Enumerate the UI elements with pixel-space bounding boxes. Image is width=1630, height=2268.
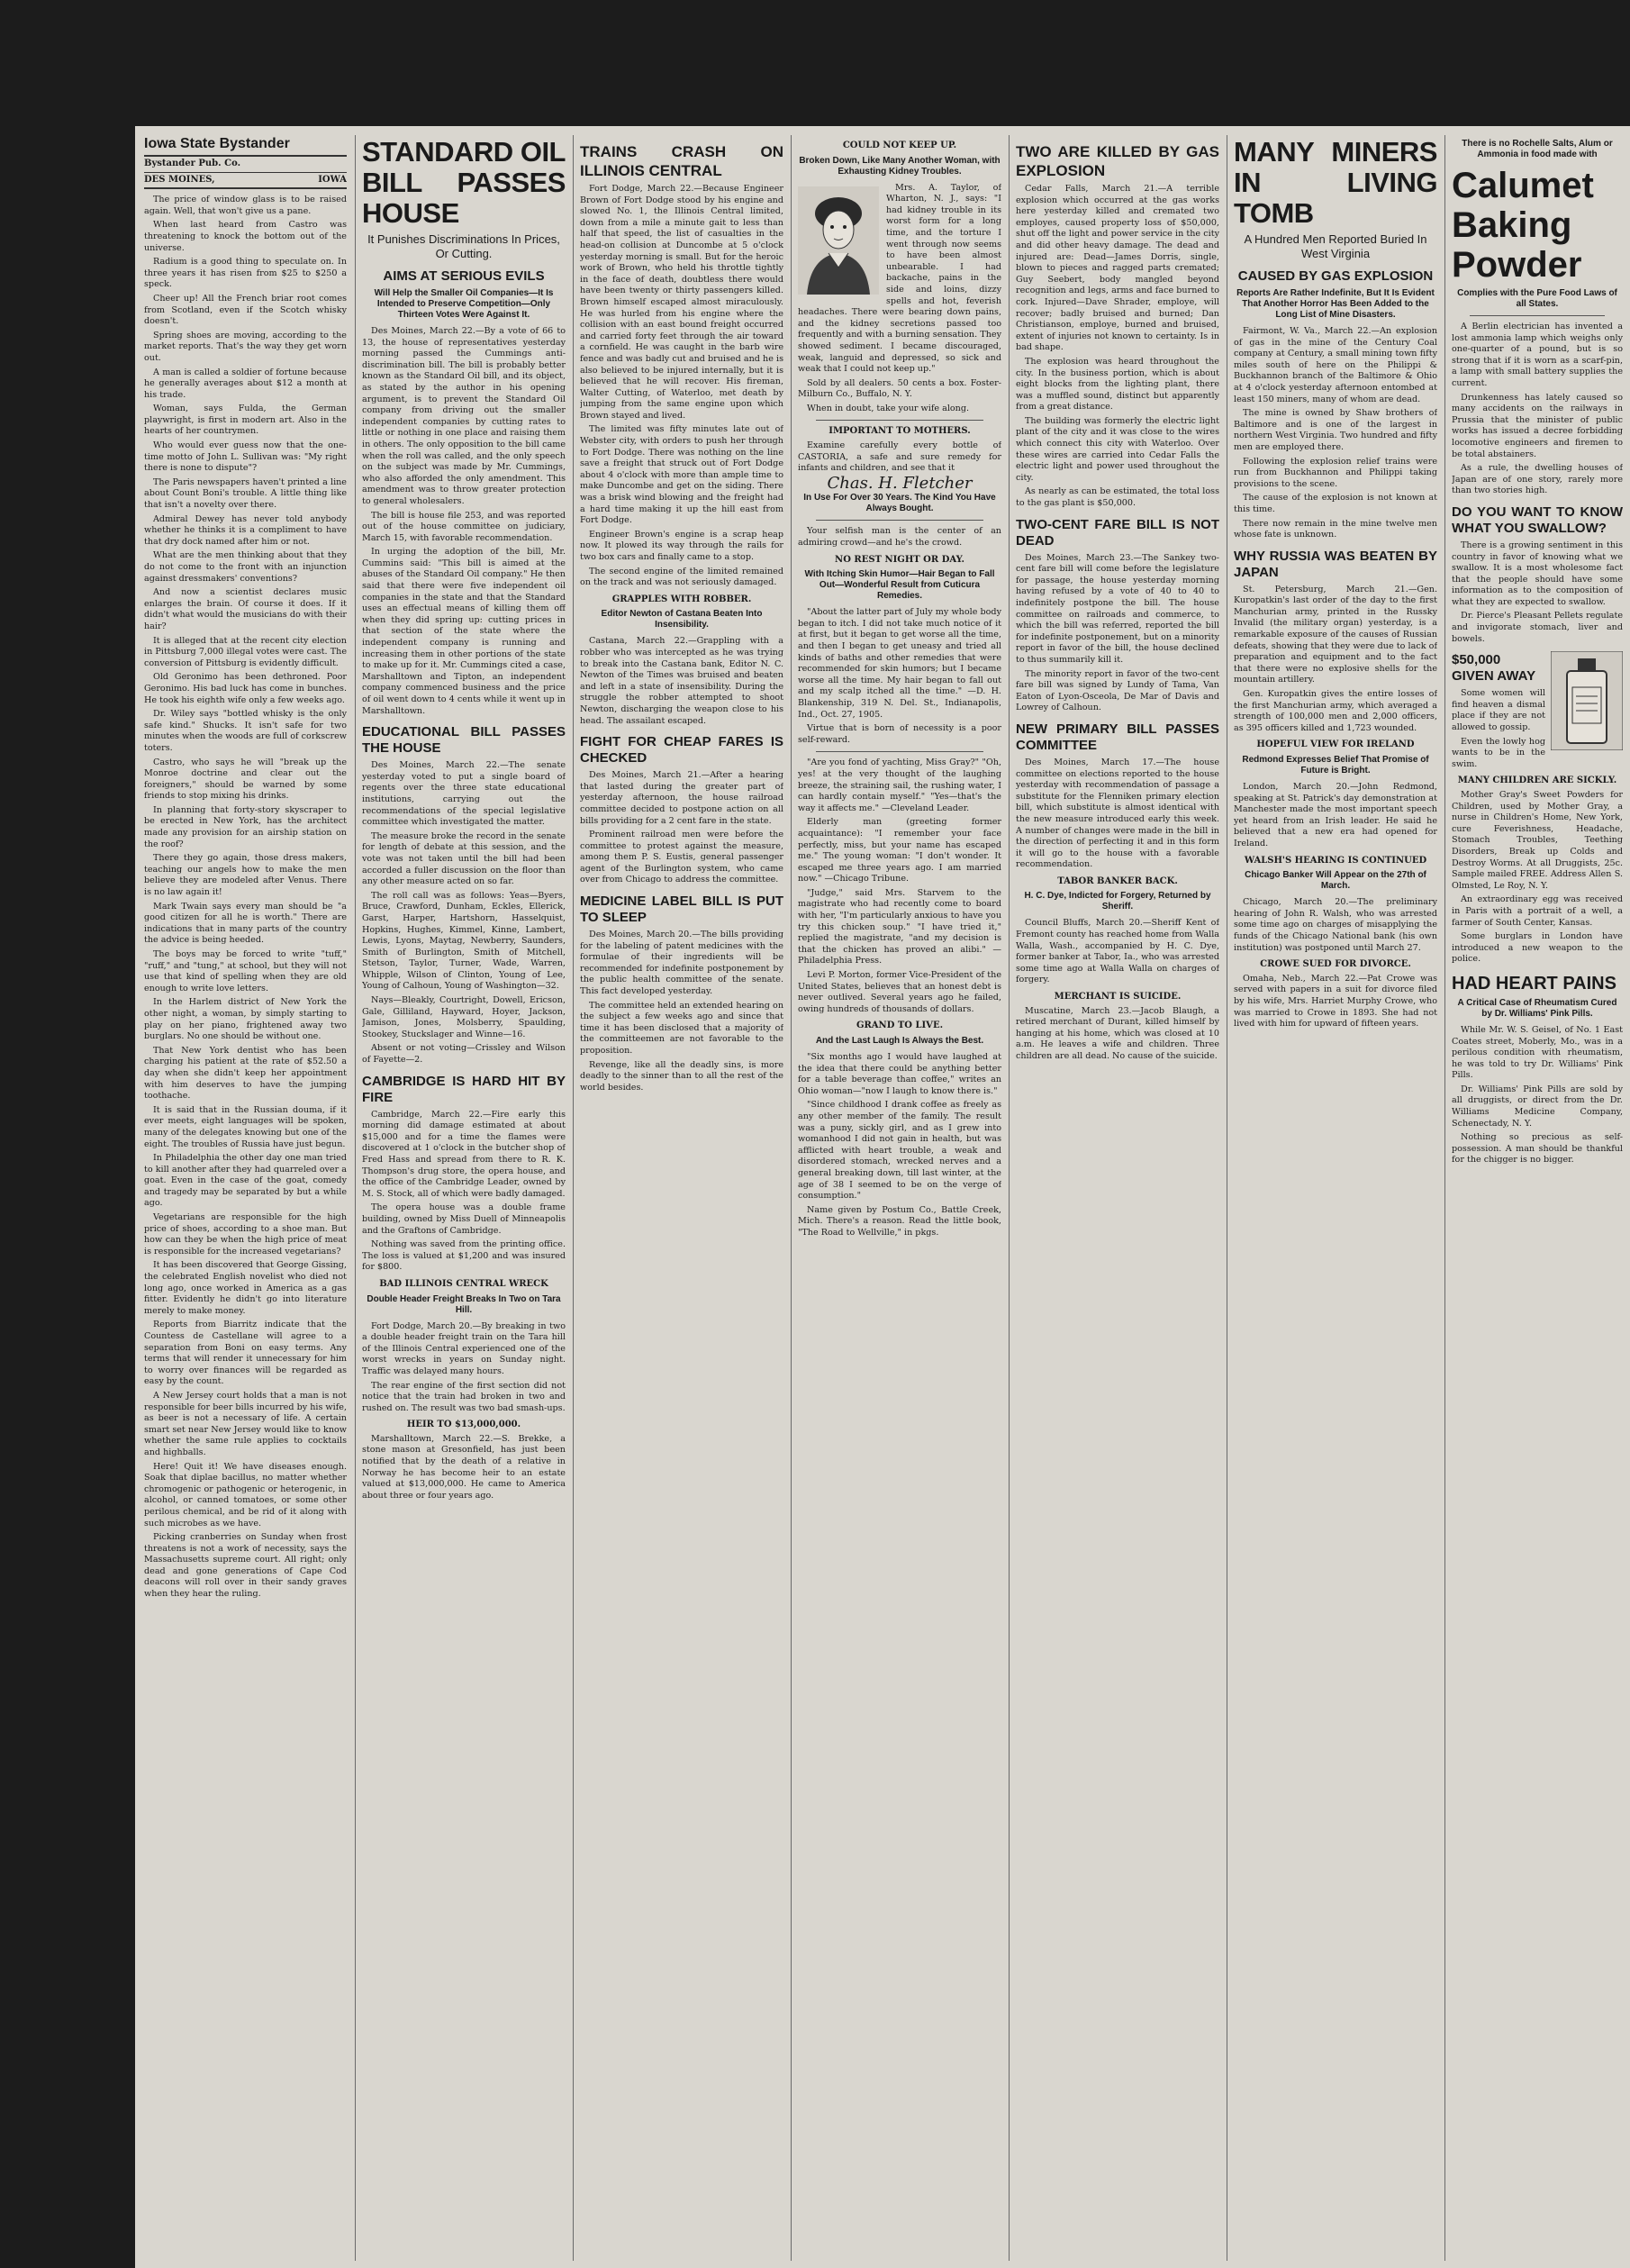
column-rule xyxy=(791,135,792,2261)
paragraph: The cause of the explosion is not known at this time. xyxy=(1234,493,1437,514)
article-body xyxy=(362,1434,566,1502)
divider xyxy=(1470,315,1605,316)
article-body xyxy=(1452,540,1623,645)
headline-cheap-fares: FIGHT FOR CHEAP FARES IS CHECKED xyxy=(580,734,783,767)
headline-standard-oil: STANDARD OIL BILL PASSES HOUSE xyxy=(362,136,566,229)
medicine-bottle-illustration xyxy=(1551,651,1623,750)
paragraph: Castro, who says he will "break up the Monroe doctrine and clear out the foreigners," should be warned by some friends to stop mixing his drinks. xyxy=(144,757,347,802)
paragraph: The committee held an extended hearing on the subject a few weeks ago and since that time it has been disclosed that a majority of the committeemen are not favorable to the proposition. xyxy=(580,1000,783,1056)
article-body xyxy=(580,930,783,1093)
article-body xyxy=(798,607,1001,746)
paragraph: Chicago, March 20.—The preliminary hearing of John R. Walsh, who was arrested some time ago on charges of misapplying the funds of the Chicago National bank (his own institution) was postponed until March 27. xyxy=(1234,897,1437,953)
paragraph: Des Moines, March 23.—The Sankey two-cent fare bill will come before the legislature for passage, the house yesterday morning having refused by a vote of 40 to 40 to indefinitely postpone the bill. The house committee on railroads and commerce, to which the bill was referred, reported the bill for indefinite postponement, but on a minority report in favor of the bill, the house declined to thus summarily kill it. xyxy=(1016,552,1219,665)
paragraph-list xyxy=(144,195,347,1600)
paragraph: Sold by all dealers. 50 cents a box. Foster-Milburn Co., Buffalo, N. Y. xyxy=(798,377,1001,400)
article-body xyxy=(798,758,1001,1015)
deck-summary: Reports Are Rather Indefinite, But It Is Evident That Another Horror Has Been Added to the Long List of Mine Disasters. xyxy=(1236,288,1435,320)
subhead-deck: Redmond Expresses Belief That Promise of Future is Bright. xyxy=(1242,755,1429,776)
article-body xyxy=(362,1110,566,1274)
paragraph: The rear engine of the first section did not notice that the train had broken in two and rushed on. The result was two bad smash-ups. xyxy=(362,1380,566,1413)
article-body xyxy=(1452,322,1623,497)
ad-subline: Complies with the Pure Food Laws of all States. xyxy=(1457,288,1617,309)
headline-what-you-swallow: DO YOU WANT TO KNOW WHAT YOU SWALLOW? xyxy=(1452,503,1623,536)
article-body xyxy=(362,760,566,1066)
paragraph: Omaha, Neb., March 22.—Pat Crowe was served with papers in a suit for divorce filed by his wife, Mrs. Harriet Murphy Crowe, who was married to Crowe in 1893. She had not lived with him for upward of fifteen years. xyxy=(1234,973,1437,1030)
subhead-deck: And the Last Laugh Is Always the Best. xyxy=(815,1036,984,1046)
paragraph: That New York dentist who has been charging his patient at the rate of $52.50 a day when she didn't keep her appointment with him deserves to have the jumping toothache. xyxy=(144,1045,347,1102)
paragraph: As nearly as can be estimated, the total loss to the gas plant is $50,000. xyxy=(1016,486,1219,509)
calumet-ad-headline: Calumet Baking Powder xyxy=(1452,166,1594,285)
paragraph: The minority report in favor of the two-cent fare bill was signed by Lundy of Tama, Van Eaton of Lyon-Osceola, De Mar of Davis and Lowrey of Calhoun. xyxy=(1016,668,1219,713)
paragraph: St. Petersburg, March 21.—Gen. Kuropatkin's last order of the day to the first Manchurian army, printed in the Russky Invalid (the military organ) yesterday, is a remarkable exposure of the causes of Russian defeats, showing that they were due to lack of preparation and equipment and to the fact that there were no explosive shells for the mountain artillery. xyxy=(1234,584,1437,685)
paragraph: Fairmont, W. Va., March 22.—An explosion of gas in the mine of the Century Coal company at Century, a small mining town fifty miles south of here on the Philippi & Buckhannon branch of the Baltimore & Ohio at 4 o'clock yesterday afternoon entombed at least 150 miners, many of whom are dead. xyxy=(1234,326,1437,404)
paragraph: Some women will find heaven a dismal place if they are not allowed to gossip. xyxy=(1452,688,1545,733)
paragraph: Des Moines, March 17.—The house committee on elections reported to the house yesterday with recommendation of passage a substitute for the Flenniken primary election bill, which substitute is almost identical with the new measure introduced early this week. A number of changes were made in the bill in the direction of perfecting it and in this form it will go to the house with a favorable recommendation. xyxy=(1016,757,1219,870)
paragraph: Old Geronimo has been dethroned. Poor Geronimo. His bad luck has come in bunches. He took his eighth wife only a few weeks ago. xyxy=(144,672,347,705)
offer-headline: $50,000 GIVEN AWAY xyxy=(1452,652,1536,685)
paragraph: The second engine of the limited remained on the track and was not seriously damaged. xyxy=(580,566,783,588)
article-body xyxy=(580,184,783,589)
deck: It Punishes Discriminations In Prices, Or Cutting. xyxy=(367,232,560,260)
paragraph: While Mr. W. S. Geisel, of No. 1 East Coates street, Moberly, Mo., was in a perilous condition with rheumatism, he was told to try Dr. Williams' Pink Pills. xyxy=(1452,1024,1623,1081)
paragraph: Some burglars in London have introduced a new weapon to the police. xyxy=(1452,931,1623,965)
paragraph: Following the explosion relief trains were run from Buckhannon and Philippi taking provisions to the scene. xyxy=(1234,456,1437,489)
paragraph: The building was formerly the electric light plant of the city and it was close to the wires which connect this city with Waterloo. Over these wires are carried into Cedar Falls the electric light and power used throughout the city. xyxy=(1016,415,1219,483)
headline-trains-crash: TRAINS CRASH ON ILLINOIS CENTRAL xyxy=(580,143,783,179)
column-rule xyxy=(355,135,356,2261)
divider xyxy=(816,751,983,752)
subhead-deck: Broken Down, Like Many Another Woman, with Exhausting Kidney Troubles. xyxy=(799,155,1001,177)
paragraph: Dr. Wiley says "bottled whisky is the only safe kind." Shucks. It isn't safe for two minutes when the woods are full of corkscrew toters. xyxy=(144,709,347,753)
paragraph: The bill is house file 253, and was reported out of the house committee on judiciary, March 15, with favorable recommendation. xyxy=(362,510,566,543)
paragraph: Nothing so precious as self-possession. A man should be thankful for the chigger is no bigger. xyxy=(1452,1132,1623,1166)
headline-two-cent-fare: TWO-CENT FARE BILL IS NOT DEAD xyxy=(1016,516,1219,549)
paragraph: Nothing was saved from the printing office. The loss is valued at $1,200 and was insured for $800. xyxy=(362,1239,566,1273)
article-body xyxy=(1234,974,1437,1030)
subhead-deck: Chicago Banker Will Appear on the 27th of March. xyxy=(1245,870,1426,892)
paragraph: Cheer up! All the French briar root comes from Scotland, even if the Scotch whisky doesn't. xyxy=(144,293,347,327)
paragraph: "Since childhood I drank coffee as freely as any other member of the family. The result was a puny, sickly girl, and as I grew into womanhood I did not gain in health, but was afflicted with heart trouble, a weak and disordered stomach, wrecked nerves and a general breaking down, till last winter, at the age of 38 I seemed to be on the verge of consumption." xyxy=(798,1100,1001,1202)
subhead: MANY CHILDREN ARE SICKLY. xyxy=(1457,776,1617,786)
subhead: HEIR TO $13,000,000. xyxy=(406,1420,521,1430)
headline-many-miners: MANY MINERS IN LIVING TOMB xyxy=(1234,136,1437,229)
paragraph: Even the lowly hog wants to be in the swim. xyxy=(1452,736,1545,769)
masthead-publisher: Bystander Pub. Co. xyxy=(144,159,241,168)
paragraph: When in doubt, take your wife along. xyxy=(807,403,970,413)
article-body xyxy=(1234,326,1437,541)
deck-secondary: AIMS AT SERIOUS EVILS xyxy=(383,268,545,284)
column-7 xyxy=(1452,135,1623,2261)
article-body xyxy=(580,636,783,727)
paragraph: Des Moines, March 22.—By a vote of 66 to 13, the house of representatives yesterday morning passed the Cummings anti-discrimination bill. The bill is probably better known as the Standard Oil bill, and its object, as stated by the author in his opening argument, is to prevent the Standard Oil company from driving out the smaller independent companies by cutting rates to little or nothing in one place and raising them in others. The only opposition to the bill came when the roll was called, and the only speech on the subject was made by Mr. Cummings, who also afforded the only amendment. This amendment was to throw greater protection to general wholesalers. xyxy=(362,326,566,506)
paragraph: Council Bluffs, March 20.—Sheriff Kent of Fremont county has reached home from Walla Walla, Wash., accompanied by H. C. Dye, former banker at Tabor, Ia., who was arrested some time ago at Walla Walla on charges of forgery. xyxy=(1016,918,1219,985)
paragraph: Woman, says Fulda, the German playwright, is first in modern art. Also in the hearts of her countrymen. xyxy=(144,404,347,437)
paragraph: Cambridge, March 22.—Fire early this morning did damage estimated at about $15,000 and for a time the flames were discovered at 1 o'clock in the butcher shop of Fred Hass and spread from there to R. K. Thompson's drug store, the opera house, and the office of the Cambridge Leader, owned by M. S. Stock, all of which were badly damaged. xyxy=(362,1109,566,1199)
paragraph: It has been discovered that George Gissing, the celebrated English novelist who died not long ago, once worked in America as a gas fitter. Evidently he didn't go into literature merely to make money. xyxy=(144,1260,347,1316)
headline-primary-bill: NEW PRIMARY BILL PASSES COMMITTEE xyxy=(1016,721,1219,753)
column-1 xyxy=(144,135,347,2261)
paragraph: There now remain in the mine twelve men whose fate is unknown. xyxy=(1234,518,1437,540)
headline-russia-beaten: WHY RUSSIA WAS BEATEN BY JAPAN xyxy=(1234,548,1437,580)
column-rule xyxy=(1444,135,1445,2261)
subhead: TABOR BANKER BACK. xyxy=(1057,875,1178,886)
article-body xyxy=(798,526,1001,549)
paragraph: Radium is a good thing to speculate on. In three years it has risen from $25 to $250 a speck. xyxy=(144,257,347,290)
paragraph: Reports from Biarritz indicate that the Countess de Castellane will agree to a separation from Boni on easy terms. Any terms that will render it unnecessary for him to worry over finances will be regarded as easy by the count. xyxy=(144,1320,347,1387)
column-6 xyxy=(1234,135,1437,2261)
paragraph: Mother Gray's Sweet Powders for Children, used by Mother Gray, a nurse in Children's Home, New York, cure Feverishness, Headache, Stomach Troubles, Teething Disorders, Break up Colds and Destroy Worms. At all Druggists, 25c. Sample mailed FREE. Address Allen S. Olmsted, Le Roy, N. Y. xyxy=(1452,790,1623,891)
article-body xyxy=(1016,184,1219,510)
article-body xyxy=(1452,1025,1623,1166)
ad-text: Examine carefully every bottle of CASTORIA, a safe and sure remedy for infants and children, and see that it xyxy=(798,440,1001,474)
paragraph: It is alleged that at the recent city election in Pittsburg 7,000 illegal votes were cast. The conversion of Pittsburg is evidently difficult. xyxy=(144,635,347,668)
paragraph: Nays—Bleakly, Courtright, Dowell, Ericson, Gale, Gilliland, Hayward, Hoyer, Jackson, Jamison, Jones, Molsberry, Spaulding, Stookey, Stuckslager and Winne—16. xyxy=(362,995,566,1039)
paragraph: Vegetarians are responsible for the high price of shoes, according to a shoe man. But how can they be when the high price of meat is responsible for the increased vegetarians? xyxy=(144,1212,347,1256)
paragraph: Engineer Brown's engine is a scrap heap now. It plowed its way through the rails for two box cars and finally came to a stop. xyxy=(580,529,783,562)
woman-portrait-illustration xyxy=(798,186,879,295)
paragraph: In the Harlem district of New York the other night, a woman, by simply starting to play on her piano, frightened away two burglars. No one should be without one. xyxy=(144,997,347,1042)
paragraph: When last heard from Castro was threatening to knock the bottom out of the universe. xyxy=(144,220,347,253)
paragraph: Who would ever guess now that the one-time motto of John L. Sullivan was: "My right there is none to dispute"? xyxy=(144,440,347,474)
article-body xyxy=(1234,897,1437,954)
subhead: MERCHANT IS SUICIDE. xyxy=(1054,992,1182,1002)
paragraph: Castana, March 22.—Grappling with a robber who was intercepted as he was trying to break into the Castana bank, Editor N. C. Newton of the Times was bruised and beaten and left in a state of insensibility. During the struggle the robber attempted to shoot Newton, discharging the weapon close to his head. The assailant escaped. xyxy=(580,636,783,726)
article-body xyxy=(798,1052,1001,1239)
deck: A Hundred Men Reported Buried In West Virginia xyxy=(1244,232,1427,260)
paragraph: The opera house was a double frame building, owned by Miss Duell of Minneapolis and the Graftons of Cambridge. xyxy=(362,1202,566,1236)
headline-heart-pains: HAD HEART PAINS xyxy=(1452,973,1616,993)
subhead-deck: A Critical Case of Rheumatism Cured by Dr. Williams' Pink Pills. xyxy=(1457,997,1617,1019)
paragraph: Virtue that is born of necessity is a poor self-reward. xyxy=(798,723,1001,745)
article-body xyxy=(1452,790,1623,966)
headline-medicine-label: MEDICINE LABEL BILL IS PUT TO SLEEP xyxy=(580,894,783,926)
subhead: BAD ILLINOIS CENTRAL WRECK xyxy=(379,1278,548,1289)
subhead-deck: H. C. Dye, Indicted for Forgery, Returned by Sheriff. xyxy=(1024,891,1211,912)
paragraph: Your selfish man is the center of an admiring crowd—and he's the crowd. xyxy=(798,526,1001,549)
article-body xyxy=(580,770,783,886)
ad-footer: In Use For Over 30 Years. The Kind You Have Always Bought. xyxy=(803,493,996,514)
paragraph: Levi P. Morton, former Vice-President of the United States, believes that an honest debt is never outlived. Several years ago he failed, owing hundreds of thousands of dollars. xyxy=(798,970,1001,1014)
paragraph: It is said that in the Russian douma, if it ever meets, eight languages will be spoken, many of the delegates knowing but one of the eight. The troubles of Russia have just begun. xyxy=(144,1104,347,1149)
paragraph: A man is called a soldier of fortune because he generally averages about $12 a month at his trade. xyxy=(144,367,347,400)
subhead: COULD NOT KEEP UP. xyxy=(842,141,957,150)
paragraph: Gen. Kuropatkin gives the entire losses of the first Manchurian army, which averaged a strength of 100,000 men and 2,000 officers, as 395 officers killed and 1,723 wounded. xyxy=(1234,689,1437,733)
paragraph: Marshalltown, March 22.—S. Brekke, a stone mason at Gresonfield, has just been notified that by the death of a relative in Norway he has become heir to an estate valued at $13,000,000. He came to America about three or four years ago. xyxy=(362,1433,566,1501)
newspaper-page xyxy=(135,126,1630,2268)
paragraph: In urging the adoption of the bill, Mr. Cummins said: "This bill is aimed at the abuses of the Standard Oil company." He then said that there were five independent oil companies in the state and that the Standard uses an effectual means of killing them off when they did spring up: cutting prices in that section of the state where the independent company is running and increasing them in other portions of the state to make up for it. Mr. Cummings cited a case, Marshalltown and Tipton, an independent company commenced business and the price of oil went down to 4 cents while it went up in Marshalltown. xyxy=(362,547,566,716)
article-body xyxy=(362,1321,566,1415)
article-body xyxy=(1016,758,1219,871)
paragraph: London, March 20.—John Redmond, speaking at St. Patrick's day demonstration at Manchester made the most important speech yet heard from an Irish leader. He said he believed that a new era had opened for Ireland. xyxy=(1234,782,1437,848)
headline-gas-explosion: TWO ARE KILLED BY GAS EXPLOSION xyxy=(1016,143,1219,179)
paragraph: Fort Dodge, March 22.—Because Engineer Brown of Fort Dodge stood by his engine and slowed No. 1, the Illinois Central limited, down from a mile a minute gait to less than half that speed, the list of casualties in the head-on collision at Duncombe at 5 o'clock yesterday morning is small. But for the heroic work of Brown, who held his throttle tightly in the face of death, doubtless there would have been twenty or thirty passengers killed. Brown himself escaped almost miraculously. He was hurled from his engine where the collision with an east bound freight occurred and carried forty feet through the air toward a cornfield. He was caught in the barb wire fence and was badly cut and bruised and he is also believed to be injured internally, but it is believed that he will recover. His fireman, Walter Cutting, of Waterloo, met death by jumping from the same engine upon which Brown stayed and lived. xyxy=(580,184,783,421)
paragraph: Cedar Falls, March 21.—A terrible explosion which occurred at the gas works here yesterday killed and cremated two employes, caused property loss of $50,000, shut off the light and power service in the city and did other heavy damage. The dead and injured are: Dead—James Dorris, single, blown to pieces and ragged parts cremated; Guy Seebert, body mangled beyond recognition and legs, arms and face burned to cork. Injured—Dave Shrader, employe, will recover; badly bruised and burned; Dan Christianson, employe, burned and bruised, extent of injuries not known to certainty. Is in bad shape. xyxy=(1016,184,1219,353)
paragraph: And now a scientist declares music enlarges the brain. Of course it does. If it didn't what would the musicians do with their hair? xyxy=(144,587,347,631)
subhead: CROWE SUED FOR DIVORCE. xyxy=(1260,959,1411,970)
subhead: GRAND TO LIVE. xyxy=(856,1021,944,1031)
paragraph: "Six months ago I would have laughed at the idea that there could be anything better for a table beverage than coffee," writes an Ohio woman—"now I laugh to know there is." xyxy=(798,1052,1001,1096)
paragraph: There is a growing sentiment in this country in favor of knowing what we swallow. It is a most wholesome fact that the people should have some information as to the composition of what they are expected to swallow. xyxy=(1452,540,1623,607)
paragraph: Muscatine, March 23.—Jacob Blaugh, a retired merchant of Durant, killed himself by hanging at his home, which was closed at 10 a.m. He leaves a wife and children. Three children are all dead. No cause of the suicide. xyxy=(1016,1005,1219,1061)
column-rule xyxy=(1009,135,1010,2261)
paragraph: "Judge," said Mrs. Starvem to the magistrate who had recently come to board with her, "I'm particularly anxious to have you try this chicken soup." "I have tried it," replied the magistrate, "and my decision is that the chicken has proved an alibi." —Philadelphia Press. xyxy=(798,887,1001,966)
paragraph: The explosion was heard throughout the city. In the business portion, which is about eight blocks from the lighting plant, there was a muffled sound, distinct but apparently from a great distance. xyxy=(1016,356,1219,413)
paragraph: Admiral Dewey has never told anybody whether he thinks it is a compliment to have that dry dock named after him or not. xyxy=(144,513,347,547)
headline-educational-bill: EDUCATIONAL BILL PASSES THE HOUSE xyxy=(362,724,566,757)
paragraph: Dr. Williams' Pink Pills are sold by all druggists, or direct from the Dr. Williams Medicine Company, Schenectady, N. Y. xyxy=(1452,1084,1623,1129)
column-5 xyxy=(1016,135,1219,2261)
paragraph: The Paris newspapers haven't printed a line about Count Boni's trouble. A little thing like that isn't a novelty over there. xyxy=(144,476,347,511)
paragraph: Revenge, like all the deadly sins, is more deadly to the sinner than to all the rest of the world besides. xyxy=(580,1059,783,1093)
subhead: NO REST NIGHT OR DAY. xyxy=(835,554,964,565)
subhead: WALSH'S HEARING IS CONTINUED xyxy=(1244,855,1427,866)
subhead: IMPORTANT TO MOTHERS. xyxy=(829,426,971,437)
paragraph: Prominent railroad men were before the committee to protest against the measure, among them P. S. Eustis, general passenger agent of the Burlington system, who came over from Chicago to address the committee. xyxy=(580,830,783,885)
divider xyxy=(816,420,983,421)
paragraph: Dr. Pierce's Pleasant Pellets regulate and invigorate stomach, liver and bowels. xyxy=(1452,611,1623,644)
paragraph: Des Moines, March 21.—After a hearing that lasted during the greater part of yesterday afternoon, the house railroad committee decided to postpone action on all bills providing for a 2 cent fare in the state. xyxy=(580,770,783,826)
masthead-state: IOWA xyxy=(318,174,347,185)
paragraph: "About the latter part of July my whole body began to itch. I did not take much notice of it at first, but it began to get worse all the time, and then I began to get uneasy and tried all kinds of baths and other remedies that were recommended for skin humors; but I became worse all the time. My hair began to fall out and my scalp itched all the time." —D. H. Blankenship, 319 N. Del. St., Indianapolis, Ind., Oct. 27, 1905. xyxy=(798,607,1001,720)
deck-summary: Will Help the Smaller Oil Companies—It Is Intended to Preserve Competition—Only Thirteen Votes Were Against It. xyxy=(374,288,554,320)
article-body xyxy=(1016,918,1219,986)
article-body xyxy=(1016,553,1219,714)
article-body xyxy=(362,326,566,717)
subhead-deck: Double Header Freight Breaks In Two on Tara Hill. xyxy=(367,1293,561,1315)
ad-top-line: There is no Rochelle Salts, Alum or Ammonia in food made with xyxy=(1462,139,1613,159)
column-rule xyxy=(573,135,574,2261)
paragraph: As a rule, the dwelling houses of Japan are of one story, rarely more than two stories high. xyxy=(1452,463,1623,496)
paragraph: There they go again, those dress makers, teaching our angels how to make the men believe they are modeled after Venus. There is no law again it! xyxy=(144,853,347,898)
paragraph: The roll call was as follows: Yeas—Byers, Bruce, Crawford, Dunham, Eckles, Ellerick, Garst, Harper, Hartshorn, Hasselquist, Hopkins, Hughes, Kimmel, Kinne, Lambert, Lewis, Lyons, Maytag, Newberry, Saunders, Smith of Burlington, Smith of Mitchell, Stetson, Taylor, Turner, Wade, Warren, Whipple, Wilson of Clinton, Young of Lee, Young of Calhoun, Young of Washington—32. xyxy=(362,890,566,992)
paragraph: The limited was fifty minutes late out of Webster city, with orders to push her through to Fort Dodge. There was nothing on the line save a freight that struck out of Fort Dodge about 4 o'clock with more than ample time to make Duncombe and get on the siding. There was a brisk wind blowing and the freight had a hard time making it up the hill east from Fort Dodge. xyxy=(580,424,783,526)
column-4 xyxy=(798,135,1001,2261)
paragraph: Here! Quit it! We have diseases enough. Soak that diplae bacillus, no matter whether chromogenic or pathogenic or heterogenic, in alcohol, or canned tomatoes, or some other perilous chemical, and be rid of it along with such microbes as we have. xyxy=(144,1461,347,1529)
column-2 xyxy=(362,135,566,2261)
paragraph: The price of window glass is to be raised again. Well, that won't give us a pane. xyxy=(144,195,347,216)
paragraph: Drunkenness has lately caused so many accidents on the railways in Prussia that the minister of public works has issued a decree forbidding locomotive engineers and firemen to be total abstainers. xyxy=(1452,392,1623,459)
paragraph: In Philadelphia the other day one man tried to kill another after they had quarreled over a goat. Even in the case of the goat, comedy and tragedy may be separated by but a while ago. xyxy=(144,1153,347,1209)
article-body xyxy=(1234,585,1437,735)
paragraph: Spring shoes are moving, according to the market reports. That's the way they get worn out. xyxy=(144,330,347,363)
masthead-city: DES MOINES, xyxy=(144,174,215,185)
masthead-dateline xyxy=(144,172,347,190)
subhead: GRAPPLES WITH ROBBER. xyxy=(611,594,752,604)
subhead-deck: With Itching Skin Humor—Hair Began to Fall Out—Wonderful Result from Cuticura Remedies. xyxy=(804,569,995,602)
subhead: HOPEFUL VIEW FOR IRELAND xyxy=(1256,739,1415,750)
paragraph: The mine is owned by Shaw brothers of Baltimore and is one of the largest in northern West Virginia. Two hundred and fifty men are employed there. xyxy=(1234,408,1437,452)
paragraph: An extraordinary egg was received in Paris with a portrait of a well, a farmer of South Center, Kansas. xyxy=(1452,894,1623,928)
paragraph: A Berlin electrician has invented a lost ammonia lamp which weighs only one-quarter of a pound, but is so strong that if it is worn as a scarf-pin, a lamp with small battery supplies the current. xyxy=(1452,322,1623,388)
paragraph: Elderly man (greeting former acquaintance): "I remember your face perfectly, miss, but your name has escaped me." The young woman: "I don't wonder. It escaped me three years ago. I am married now." —Chicago Tribune. xyxy=(798,817,1001,885)
paragraph: Name given by Postum Co., Battle Creek, Mich. There's a reason. Read the little book, "The Road to Wellville," in pkgs. xyxy=(798,1204,1001,1238)
paragraph: What are the men thinking about that they do not come to the front with an injunction against dressmakers' conventions? xyxy=(144,550,347,584)
article-body xyxy=(1016,1006,1219,1063)
paragraph: "Are you fond of yachting, Miss Gray?" "Oh, yes! at the very thought of the laughing breeze, the straining sail, the rushing water, I can hardly contain myself." "Yes—that's the way it affects me." —Cleveland Leader. xyxy=(798,758,1001,813)
paragraph: The measure broke the record in the senate for length of debate at this session, and the vote was not taken until the bill had been accorded a fuller discussion on the floor than any other measure acted on so far. xyxy=(362,830,566,887)
divider xyxy=(816,520,983,521)
paragraph: Picking cranberries on Sunday when frost threatens is not a work of necessity, says the Massachusetts supreme court. All right; only dead and gone generations of Cape Cod deacons will roll over in their sandy graves when they hear the ruling. xyxy=(144,1532,347,1600)
paragraph: Absent or not voting—Crissley and Wilson of Fayette—2. xyxy=(362,1043,566,1066)
headline-cambridge-fire: CAMBRIDGE IS HARD HIT BY FIRE xyxy=(362,1073,566,1105)
paragraph: A New Jersey court holds that a man is not responsible for beer bills incurred by his wife, as beer is not a necessary of life. A certain smart set near New Jersey would like to know whether the same rule applies to cocktails and highballs. xyxy=(144,1390,347,1457)
masthead-title: Iowa State Bystander xyxy=(144,135,347,157)
subhead-deck: Editor Newton of Castana Beaten Into Insensibility. xyxy=(601,609,763,631)
fletcher-signature: Chas. H. Fletcher xyxy=(827,473,973,493)
paragraph: Des Moines, March 20.—The bills providing for the labeling of patent medicines with the formulae of their ingredients will be recommended for indefinite postponement by the public health committee of the senate. This fact developed yesterday. xyxy=(580,930,783,997)
paragraph: In planning that forty-story skyscraper to be erected in New York, has the architect made any provision for an airship station on the roof? xyxy=(144,804,347,849)
paragraph: Fort Dodge, March 20.—By breaking in two a double header freight train on the Tara hill of the Illinois Central experienced one of the worst wrecks in years on Sunday night. Traffic was delayed many hours. xyxy=(362,1320,566,1376)
paragraph: Mark Twain says every man should be "a good citizen for all he is worth." There are indications that in many parts of the country the advice is being heeded. xyxy=(144,901,347,946)
paragraph: Des Moines, March 22.—The senate yesterday voted to put a single board of regents over the three state educational institutions, carrying out the recommendations of the special legislative committee which investigated the matter. xyxy=(362,760,566,828)
paragraph: Mrs. A. Taylor, of Wharton, N. J., says: "I had kidney trouble in its worst form for a long time, and the torture I went through now seems to have been almost unbearable. I had backache, pains in the side and loins, dizzy spells and hot, feverish headaches. There were bearing down pains, and the kidney secretions passed too frequently and with a burning sensation. They showed sediment. I became discouraged, weak, languid and depressed, so sick and weak that I could not keep up." xyxy=(798,182,1001,375)
column-3 xyxy=(580,135,783,2261)
article-body xyxy=(1234,782,1437,850)
paragraph: The boys may be forced to write "tuff," "ruff," and "tung," at school, but they will not use that kind of spelling when they are old enough to write love letters. xyxy=(144,949,347,993)
deck-secondary: CAUSED BY GAS EXPLOSION xyxy=(1237,268,1434,284)
